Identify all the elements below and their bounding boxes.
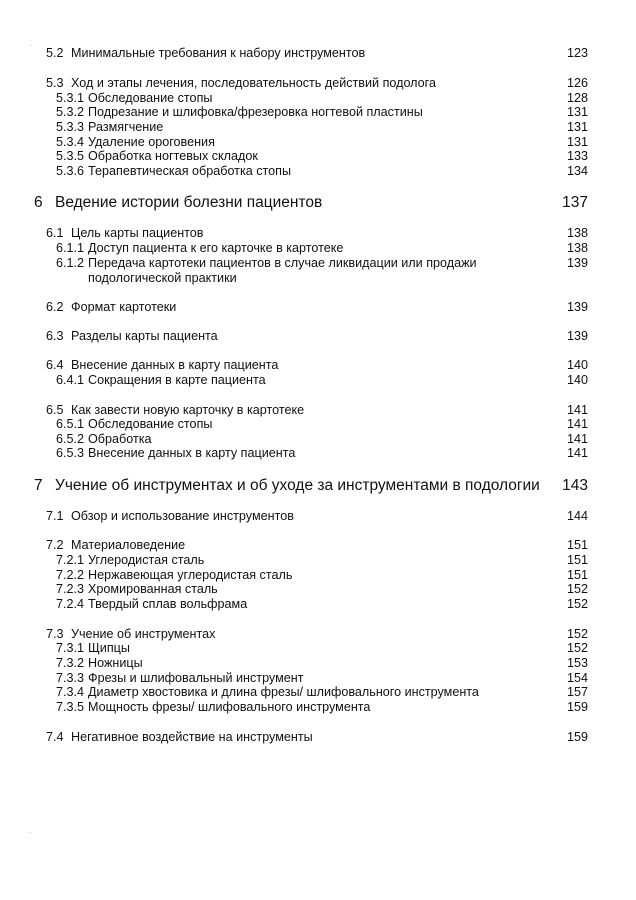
toc-entry-title: Цель карты пациентов <box>71 226 204 240</box>
scan-speck <box>30 45 31 46</box>
toc-entry-page-number: 131 <box>566 135 588 149</box>
toc-entry-page-number: 131 <box>566 120 588 134</box>
toc-entry-title: Нержавеющая углеродистая сталь <box>88 568 293 582</box>
toc-entry-number: 7.2.1 <box>56 553 85 567</box>
toc-entry-title: Как завести новую карточку в картотеке <box>71 403 305 417</box>
toc-entry-number: 6.2 <box>46 300 64 314</box>
toc-entry-page-number: 151 <box>566 553 588 567</box>
toc-entry-number: 6.1.1 <box>56 241 85 255</box>
toc-entry-number: 7.3.1 <box>56 641 85 655</box>
toc-entry-number: 7.2.4 <box>56 597 85 611</box>
toc-entry-title: Материаловедение <box>71 538 186 552</box>
toc-entry-number: 6.3 <box>46 329 64 343</box>
toc-entry-number: 6 <box>34 194 43 211</box>
toc-entry-number: 5.3.6 <box>56 164 85 178</box>
toc-entry-title: Обработка <box>88 432 152 446</box>
toc-entry-number: 7 <box>34 477 43 494</box>
scan-speck <box>30 832 31 833</box>
toc-entry-page-number: 151 <box>566 568 588 582</box>
toc-entry-number: 6.5.2 <box>56 432 85 446</box>
toc-entry-page-number: 141 <box>566 446 588 460</box>
toc-entry-page-number: 126 <box>566 76 588 90</box>
toc-entry-number: 7.2.3 <box>56 582 85 596</box>
toc-entry-title: Подрезание и шлифовка/фрезеровка ногтевой пластины <box>88 105 423 119</box>
toc-entry-page-number: 151 <box>566 538 588 552</box>
toc-entry-title: Диаметр хвостовика и длина фрезы/ шлифовального инструмента <box>88 685 479 699</box>
toc-entry-page-number: 134 <box>566 164 588 178</box>
toc-entry-page-number: 157 <box>566 685 588 699</box>
toc-entry-title: Углеродистая сталь <box>88 553 205 567</box>
toc-entry-title: Внесение данных в карту пациента <box>71 358 279 372</box>
toc-entry-number: 6.4 <box>46 358 64 372</box>
toc-entry-number: 5.2 <box>46 46 64 60</box>
toc-entry-number: 6.5 <box>46 403 64 417</box>
toc-entry-number: 7.2 <box>46 538 64 552</box>
toc-entry-number: 6.1 <box>46 226 64 240</box>
toc-entry-page-number: 152 <box>566 597 588 611</box>
toc-entry-title: Щипцы <box>88 641 130 655</box>
toc-entry-page-number: 140 <box>566 373 588 387</box>
toc-entry-number: 7.2.2 <box>56 568 85 582</box>
toc-entry-page-number: 139 <box>566 256 588 270</box>
toc-entry-title: Ведение истории болезни пациентов <box>55 194 323 211</box>
toc-entry-title: Сокращения в карте пациента <box>88 373 266 387</box>
toc-entry-number: 5.3.2 <box>56 105 85 119</box>
toc-entry-page-number: 128 <box>566 91 588 105</box>
toc-entry-page-number: 133 <box>566 149 588 163</box>
toc-entry-title: Ножницы <box>88 656 143 670</box>
toc-entry-number: 7.3 <box>46 627 64 641</box>
toc-entry-page-number: 141 <box>566 403 588 417</box>
toc-entry-page-number: 123 <box>566 46 588 60</box>
toc-entry-title: Размягчение <box>88 120 164 134</box>
toc-entry-number: 7.1 <box>46 509 64 523</box>
toc-entry-number: 6.5.3 <box>56 446 85 460</box>
toc-entry-number: 6.4.1 <box>56 373 85 387</box>
toc-entry-title: Обследование стопы <box>88 417 213 431</box>
toc-entry-title: Внесение данных в карту пациента <box>88 446 296 460</box>
toc-entry-title: Фрезы и шлифовальный инструмент <box>88 671 304 685</box>
toc-entry-page-number: 138 <box>566 241 588 255</box>
toc-entry-title: Обследование стопы <box>88 91 213 105</box>
toc-entry-page-number: 137 <box>562 194 588 211</box>
toc-entry-title: Твердый сплав вольфрама <box>88 597 248 611</box>
toc-entry-page-number: 143 <box>562 477 588 494</box>
toc-entry-page-number: 153 <box>566 656 588 670</box>
toc-entry-page-number: 152 <box>566 641 588 655</box>
toc-entry-title: Ход и этапы лечения, последовательность действий подолога <box>71 76 437 90</box>
toc-entry-title: Учение об инструментах <box>71 627 216 641</box>
toc-entry-page-number: 159 <box>566 730 588 744</box>
toc-entry-page-number: 144 <box>566 509 588 523</box>
toc-entry-number: 7.4 <box>46 730 64 744</box>
toc-entry-title: Учение об инструментах и об уходе за инструментами в подологии <box>55 477 540 494</box>
toc-entry-number: 7.3.5 <box>56 700 85 714</box>
toc-entry-title: Негативное воздействие на инструменты <box>71 730 313 744</box>
toc-entry-title: Хромированная сталь <box>88 582 218 596</box>
toc-entry-page-number: 139 <box>566 300 588 314</box>
toc-entry-number: 5.3.1 <box>56 91 85 105</box>
toc-entry-number: 7.3.4 <box>56 685 85 699</box>
toc-entry-title: Разделы карты пациента <box>71 329 218 343</box>
toc-entry-title: Формат картотеки <box>71 300 177 314</box>
toc-entry-number: 7.3.3 <box>56 671 85 685</box>
toc-entry-number: 5.3.3 <box>56 120 85 134</box>
toc-entry-title: Терапевтическая обработка стопы <box>88 164 292 178</box>
toc-entry-page-number: 152 <box>566 582 588 596</box>
toc-entry-page-number: 141 <box>566 432 588 446</box>
toc-entry-title: Минимальные требования к набору инструментов <box>71 46 366 60</box>
toc-entry-title: Доступ пациента к его карточке в картотеке <box>88 241 344 255</box>
toc-entry-number: 5.3.5 <box>56 149 85 163</box>
toc-entry-page-number: 138 <box>566 226 588 240</box>
toc-entry-page-number: 139 <box>566 329 588 343</box>
toc-entry-page-number: 140 <box>566 358 588 372</box>
toc-entry-number: 5.3.4 <box>56 135 85 149</box>
toc-entry-page-number: 131 <box>566 105 588 119</box>
toc-entry-title: Обработка ногтевых складок <box>88 149 258 163</box>
toc-entry-number: 6.5.1 <box>56 417 85 431</box>
toc-entry-page-number: 141 <box>566 417 588 431</box>
toc-entry-page-number: 154 <box>566 671 588 685</box>
toc-entry-number: 7.3.2 <box>56 656 85 670</box>
toc-entry-title: Обзор и использование инструментов <box>71 509 294 523</box>
toc-entry-title: Передача картотеки пациентов в случае ликвидации или продажи подологической практики <box>88 256 477 285</box>
toc-entry-title: Удаление ороговения <box>88 135 215 149</box>
toc-entry-page-number: 152 <box>566 627 588 641</box>
toc-entry-title: Мощность фрезы/ шлифовального инструмента <box>88 700 371 714</box>
toc-entry-page-number: 159 <box>566 700 588 714</box>
toc-entry-number: 6.1.2 <box>56 256 85 270</box>
toc-entry-number: 5.3 <box>46 76 64 90</box>
